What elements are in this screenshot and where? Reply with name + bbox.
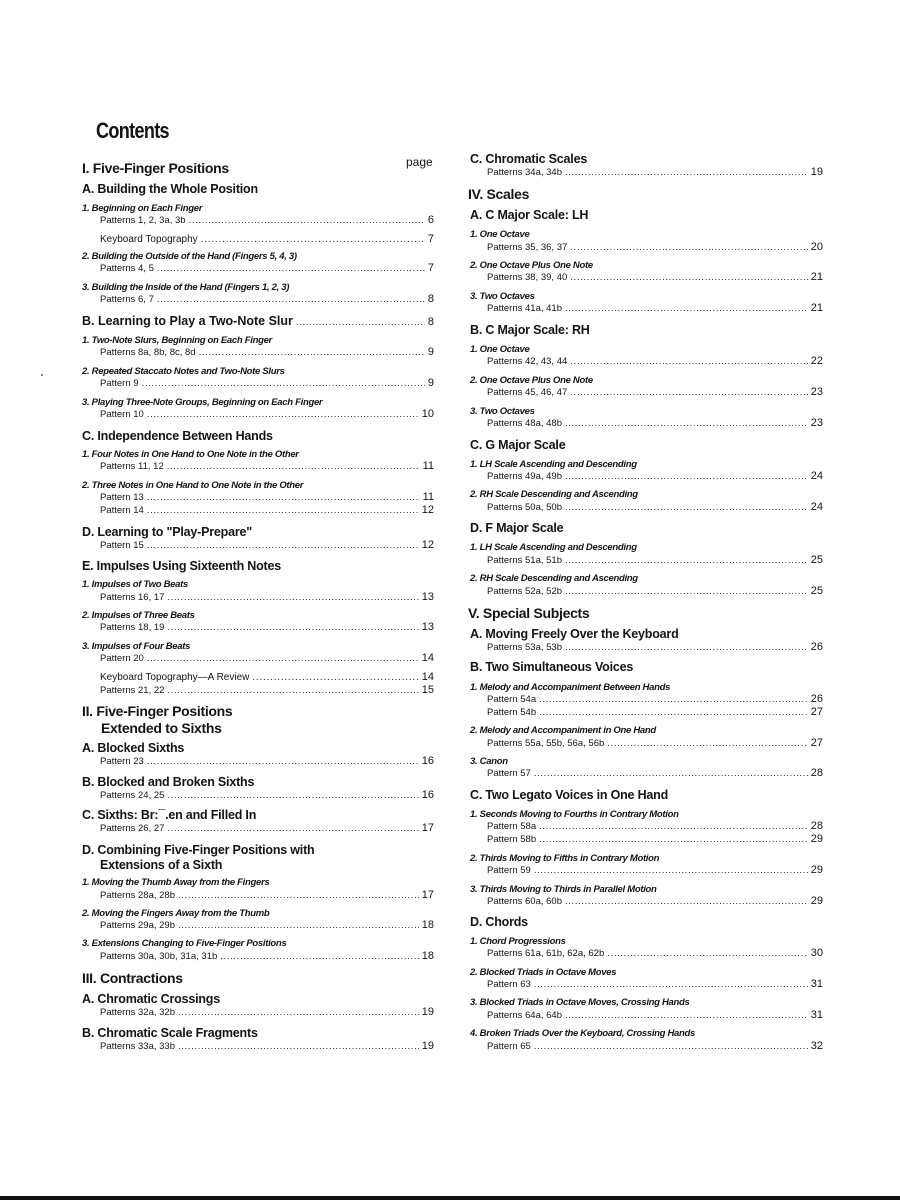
part-heading-2: II. Five-Finger Positions xyxy=(82,703,233,719)
section-heading: E. Impulses Using Sixteenth Notes xyxy=(82,559,282,573)
section-heading: D. Chords xyxy=(470,915,528,929)
part-heading-4: IV. Scales xyxy=(468,186,530,202)
leader-dots xyxy=(201,234,425,245)
toc-entry[interactable] xyxy=(487,738,823,749)
toc-entry[interactable] xyxy=(487,642,823,653)
entry-page: 29 xyxy=(810,833,823,845)
entry-page: 14 xyxy=(421,671,434,683)
leader-dots xyxy=(539,694,808,705)
entry-label: Patterns 64a, 64b xyxy=(487,1010,562,1021)
toc-entry[interactable] xyxy=(487,896,823,907)
leader-dots xyxy=(570,356,807,367)
entry-label: Pattern 10 xyxy=(100,409,144,420)
entry-label: Pattern 65 xyxy=(487,1041,531,1052)
subsection-heading: 3. Extensions Changing to Five-Finger Positions xyxy=(82,938,287,949)
entry-label: Patterns 8a, 8b, 8c, 8d xyxy=(100,347,196,358)
toc-entry[interactable] xyxy=(487,167,823,178)
subsection-heading: 1. Two-Note Slurs, Beginning on Each Finger xyxy=(82,335,272,346)
toc-entry[interactable] xyxy=(487,821,823,832)
entry-label: Patterns 11, 12 xyxy=(100,461,164,472)
entry-page: 19 xyxy=(421,1006,434,1018)
entry-label: Patterns 30a, 30b, 31a, 31b xyxy=(100,951,218,962)
entry-page: 26 xyxy=(810,693,823,705)
leader-dots xyxy=(565,1010,808,1021)
subsection-heading: 2. One Octave Plus One Note xyxy=(470,375,593,386)
toc-entry[interactable] xyxy=(487,979,823,990)
toc-entry[interactable] xyxy=(487,1010,823,1021)
subsection-heading: 1. One Octave xyxy=(470,229,530,240)
leader-dots xyxy=(167,622,418,633)
leader-dots xyxy=(167,685,418,696)
part-heading-3: III. Contractions xyxy=(82,970,183,986)
entry-page: 29 xyxy=(810,864,823,876)
leader-dots xyxy=(534,768,808,779)
section-entry[interactable] xyxy=(82,314,434,330)
entry-label: Patterns 29a, 29b xyxy=(100,920,175,931)
toc-entry[interactable] xyxy=(487,948,823,959)
leader-dots xyxy=(167,592,418,603)
entry-label: Patterns 61a, 61b, 62a, 62b xyxy=(487,948,605,959)
entry-page: 12 xyxy=(421,539,434,551)
toc-entry[interactable] xyxy=(100,1007,434,1018)
entry-label: Patterns 28a, 28b xyxy=(100,890,175,901)
entry-page: 32 xyxy=(810,1040,823,1052)
toc-entry[interactable] xyxy=(487,768,823,779)
leader-dots xyxy=(534,865,808,876)
toc-entry[interactable] xyxy=(487,303,823,314)
entry-page: 19 xyxy=(810,166,823,178)
page-column-label: page xyxy=(406,155,433,169)
subsection-heading: 1. Four Notes in One Hand to One Note in the Other xyxy=(82,449,299,460)
toc-entry[interactable] xyxy=(487,707,823,718)
leader-dots xyxy=(147,505,419,516)
toc-entry[interactable] xyxy=(487,471,823,482)
entry-page: 29 xyxy=(810,895,823,907)
entry-label: Patterns 4, 5 xyxy=(100,263,154,274)
toc-entry[interactable] xyxy=(100,823,434,834)
entry-label: Pattern 23 xyxy=(100,756,144,767)
entry-label: Patterns 6, 7 xyxy=(100,294,154,305)
entry-page: 9 xyxy=(427,377,434,389)
toc-entry[interactable] xyxy=(100,653,434,664)
entry-label: Pattern 9 xyxy=(100,378,139,389)
entry-page: 22 xyxy=(810,355,823,367)
subsection-heading: 2. Impulses of Three Beats xyxy=(82,610,195,621)
section-heading: A. C Major Scale: LH xyxy=(470,208,589,222)
leader-dots xyxy=(565,586,808,597)
entry-label: Patterns 26, 27 xyxy=(100,823,165,834)
subsection-heading: 3. Impulses of Four Beats xyxy=(82,641,191,652)
entry-label: Pattern 13 xyxy=(100,492,144,503)
entry-page: 7 xyxy=(427,233,434,245)
entry-page: 24 xyxy=(810,470,823,482)
toc-entry[interactable] xyxy=(100,378,434,389)
part-heading-1: I. Five-Finger Positions xyxy=(82,160,229,176)
entry-page: 18 xyxy=(421,919,434,931)
entry-page: 30 xyxy=(810,947,823,959)
subsection-heading: 2. One Octave Plus One Note xyxy=(470,260,593,271)
entry-page: 13 xyxy=(421,621,434,633)
entry-label: Pattern 14 xyxy=(100,505,144,516)
toc-entry[interactable] xyxy=(100,685,434,696)
section-heading: A. Moving Freely Over the Keyboard xyxy=(470,627,679,641)
page-title: Contents xyxy=(96,118,169,143)
toc-entry[interactable] xyxy=(100,920,434,931)
toc-entry[interactable] xyxy=(487,502,823,513)
toc-entry[interactable] xyxy=(100,347,434,358)
section-heading: A. Chromatic Crossings xyxy=(82,992,220,1006)
entry-label: Patterns 41a, 41b xyxy=(487,303,562,314)
section-heading: B. Two Simultaneous Voices xyxy=(470,660,634,674)
leader-dots xyxy=(178,920,419,931)
entry-page: 9 xyxy=(427,346,434,358)
leader-dots xyxy=(565,502,808,513)
leader-dots xyxy=(565,167,808,178)
toc-entry[interactable] xyxy=(100,215,434,226)
leader-dots xyxy=(534,979,808,990)
subsection-heading: 1. Beginning on Each Finger xyxy=(82,203,203,214)
section-heading: B. Chromatic Scale Fragments xyxy=(82,1026,258,1040)
section-heading: B. C Major Scale: RH xyxy=(470,323,590,337)
leader-dots xyxy=(147,409,419,420)
entry-label: Patterns 32a, 32b xyxy=(100,1007,175,1018)
toc-entry[interactable] xyxy=(487,272,823,283)
leader-dots xyxy=(157,263,425,274)
entry-label: Patterns 45, 46, 47 xyxy=(487,387,568,398)
section-heading: D. Learning to "Play-Prepare" xyxy=(82,525,252,539)
entry-page: 16 xyxy=(421,755,434,767)
entry-label: Patterns 24, 25 xyxy=(100,790,165,801)
leader-dots xyxy=(539,834,808,845)
toc-entry[interactable] xyxy=(100,592,434,603)
subsection-heading: 2. RH Scale Descending and Ascending xyxy=(470,573,638,584)
subsection-heading: 3. Blocked Triads in Octave Moves, Crossing Hands xyxy=(470,997,690,1008)
leader-dots xyxy=(607,738,807,749)
leader-dots xyxy=(147,653,419,664)
entry-label: Keyboard Topography xyxy=(100,234,198,245)
toc-entry[interactable] xyxy=(487,555,823,566)
section-heading: C. Sixths: Br:¯.en and Filled In xyxy=(82,808,257,822)
toc-entry[interactable] xyxy=(100,409,434,420)
page-bottom-edge xyxy=(0,1196,900,1200)
entry-label: Patterns 60a, 60b xyxy=(487,896,562,907)
entry-page: 15 xyxy=(421,684,434,696)
toc-entry[interactable] xyxy=(487,1041,823,1052)
leader-dots xyxy=(565,471,808,482)
entry-label: Pattern 54a xyxy=(487,694,537,705)
subsection-heading: 3. Playing Three-Note Groups, Beginning on Each Finger xyxy=(82,397,323,408)
toc-entry[interactable] xyxy=(100,890,434,901)
leader-dots xyxy=(199,347,425,358)
toc-entry[interactable] xyxy=(487,865,823,876)
entry-page: 11 xyxy=(422,491,434,503)
subsection-heading: 1. Impulses of Two Beats xyxy=(82,579,188,590)
section-heading: D. Combining Five-Finger Positions with xyxy=(82,843,315,857)
entry-label: Patterns 55a, 55b, 56a, 56b xyxy=(487,738,605,749)
entry-page: 19 xyxy=(421,1040,434,1052)
section-heading: C. Two Legato Voices in One Hand xyxy=(470,788,669,802)
subsection-heading: 3. Two Octaves xyxy=(470,406,535,417)
toc-entry[interactable] xyxy=(100,622,434,633)
entry-label: Patterns 48a, 48b xyxy=(487,418,562,429)
section-heading: D. F Major Scale xyxy=(470,521,564,535)
subsection-heading: 1. Moving the Thumb Away from the Fingers xyxy=(82,877,270,888)
entry-page: 20 xyxy=(810,241,823,253)
part-heading-5: V. Special Subjects xyxy=(468,605,590,621)
subsection-heading: 2. Moving the Fingers Away from the Thumb xyxy=(82,908,270,919)
entry-page: 26 xyxy=(810,641,823,653)
toc-entry[interactable] xyxy=(487,834,823,845)
entry-page: 10 xyxy=(421,408,434,420)
entry-page: 14 xyxy=(421,652,434,664)
entry-label: Patterns 34a, 34b xyxy=(487,167,562,178)
subsection-heading: 1. Seconds Moving to Fourths in Contrary Motion xyxy=(470,809,679,820)
entry-label: Keyboard Topography—A Review xyxy=(100,672,250,683)
entry-page: 24 xyxy=(810,501,823,513)
toc-entry[interactable] xyxy=(100,756,434,767)
subsection-heading: 1. One Octave xyxy=(470,344,530,355)
entry-page: 25 xyxy=(810,554,823,566)
entry-label: Patterns 51a, 51b xyxy=(487,555,562,566)
subsection-heading: 2. Building the Outside of the Hand (Fingers 5, 4, 3) xyxy=(82,251,297,262)
leader-dots xyxy=(167,823,418,834)
subsection-heading: 2. RH Scale Descending and Ascending xyxy=(470,489,638,500)
entry-label: Pattern 57 xyxy=(487,768,531,779)
subsection-heading: 2. Thirds Moving to Fifths in Contrary Motion xyxy=(470,853,660,864)
entry-page: 12 xyxy=(421,504,434,516)
entry-label: Patterns 33a, 33b xyxy=(100,1041,175,1052)
entry-label: Pattern 20 xyxy=(100,653,144,664)
entry-label: Pattern 54b xyxy=(487,707,537,718)
subsection-heading: 2. Repeated Staccato Notes and Two-Note Slurs xyxy=(82,366,285,377)
subsection-heading: 1. Chord Progressions xyxy=(470,936,566,947)
entry-label: Patterns 21, 22 xyxy=(100,685,165,696)
leader-dots xyxy=(167,461,420,472)
entry-page: 8 xyxy=(427,293,434,305)
leader-dots xyxy=(565,418,808,429)
leader-dots xyxy=(565,555,808,566)
leader-dots xyxy=(147,492,420,503)
entry-page: 21 xyxy=(810,271,823,283)
entry-page: 23 xyxy=(810,417,823,429)
entry-label: Patterns 1, 2, 3a, 3b xyxy=(100,215,186,226)
toc-entry[interactable] xyxy=(100,951,434,962)
leader-dots xyxy=(570,272,807,283)
leader-dots xyxy=(178,890,419,901)
leader-dots xyxy=(539,821,808,832)
leader-dots xyxy=(157,294,425,305)
leader-dots xyxy=(565,896,808,907)
toc-entry[interactable] xyxy=(100,492,434,503)
toc-entry[interactable] xyxy=(100,505,434,516)
section-heading: A. Blocked Sixths xyxy=(82,741,185,755)
toc-entry[interactable] xyxy=(100,234,434,245)
leader-dots xyxy=(178,1041,419,1052)
entry-page: 28 xyxy=(810,767,823,779)
section-heading: A. Building the Whole Position xyxy=(82,182,258,196)
subsection-heading: 1. LH Scale Ascending and Descending xyxy=(470,459,637,470)
leader-dots xyxy=(296,316,425,330)
toc-entry[interactable] xyxy=(100,540,434,551)
entry-label: Pattern 63 xyxy=(487,979,531,990)
entry-page: 28 xyxy=(810,820,823,832)
entry-page: 16 xyxy=(421,789,434,801)
section-heading: B. Blocked and Broken Sixths xyxy=(82,775,255,789)
leader-dots xyxy=(607,948,807,959)
toc-entry[interactable] xyxy=(487,387,823,398)
entry-page: 17 xyxy=(421,822,434,834)
entry-label: Patterns 50a, 50b xyxy=(487,502,562,513)
toc-entry[interactable] xyxy=(487,418,823,429)
leader-dots xyxy=(570,242,807,253)
entry-label: Pattern 58b xyxy=(487,834,537,845)
subsection-heading: 2. Blocked Triads in Octave Moves xyxy=(470,967,617,978)
entry-page: 11 xyxy=(422,460,434,472)
subsection-heading: 1. Melody and Accompaniment Between Hands xyxy=(470,682,671,693)
section-heading: C. Independence Between Hands xyxy=(82,429,273,443)
toc-entry[interactable] xyxy=(487,586,823,597)
section-heading: B. Learning to Play a Two-Note Slur xyxy=(82,314,293,328)
subsection-heading: 3. Two Octaves xyxy=(470,291,535,302)
entry-page: 17 xyxy=(421,889,434,901)
toc-entry[interactable] xyxy=(487,694,823,705)
subsection-heading: 2. Three Notes in One Hand to One Note in the Other xyxy=(82,480,304,491)
entry-label: Patterns 35, 36, 37 xyxy=(487,242,568,253)
subsection-heading: 4. Broken Triads Over the Keyboard, Crossing Hands xyxy=(470,1028,696,1039)
toc-entry[interactable] xyxy=(487,242,823,253)
section-heading: C. G Major Scale xyxy=(470,438,566,452)
toc-entry[interactable] xyxy=(100,294,434,305)
leader-dots xyxy=(147,540,419,551)
entry-label: Patterns 42, 43, 44 xyxy=(487,356,568,367)
subsection-heading: 2. Melody and Accompaniment in One Hand xyxy=(470,725,656,736)
entry-page: 13 xyxy=(421,591,434,603)
entry-page: 31 xyxy=(810,978,823,990)
leader-dots xyxy=(178,1007,419,1018)
entry-label: Patterns 16, 17 xyxy=(100,592,165,603)
leader-dots xyxy=(189,215,425,226)
entry-label: Pattern 15 xyxy=(100,540,144,551)
entry-page: 23 xyxy=(810,386,823,398)
entry-page: 7 xyxy=(427,262,434,274)
entry-page: 27 xyxy=(810,706,823,718)
toc-entry[interactable] xyxy=(100,461,434,472)
subsection-heading: 1. LH Scale Ascending and Descending xyxy=(470,542,637,553)
section-heading-continued: Extensions of a Sixth xyxy=(100,858,223,872)
subsection-heading: 3. Thirds Moving to Thirds in Parallel Motion xyxy=(470,884,657,895)
entry-page: 27 xyxy=(810,737,823,749)
subsection-heading: 3. Canon xyxy=(470,756,508,767)
toc-entry[interactable] xyxy=(100,263,434,274)
leader-dots xyxy=(570,387,807,398)
entry-page: 8 xyxy=(427,316,434,328)
entry-label: Patterns 49a, 49b xyxy=(487,471,562,482)
entry-label: Patterns 52a, 52b xyxy=(487,586,562,597)
toc-entry[interactable] xyxy=(100,672,434,683)
leader-dots xyxy=(252,672,418,683)
section-heading: C. Chromatic Scales xyxy=(470,152,588,166)
entry-page: 6 xyxy=(427,214,434,226)
entry-page: 31 xyxy=(810,1009,823,1021)
subsection-heading: 3. Building the Inside of the Hand (Fingers 1, 2, 3) xyxy=(82,282,290,293)
entry-page: 25 xyxy=(810,585,823,597)
leader-dots xyxy=(565,642,808,653)
leader-dots xyxy=(220,951,418,962)
entry-label: Patterns 18, 19 xyxy=(100,622,165,633)
leader-dots xyxy=(147,756,419,767)
leader-dots xyxy=(539,707,808,718)
toc-entry[interactable] xyxy=(100,1041,434,1052)
entry-label: Patterns 38, 39, 40 xyxy=(487,272,568,283)
entry-page: 21 xyxy=(810,302,823,314)
entry-page: 18 xyxy=(421,950,434,962)
entry-label: Patterns 53a, 53b xyxy=(487,642,562,653)
leader-dots xyxy=(534,1041,808,1052)
part-heading-2-continued: Extended to Sixths xyxy=(101,720,222,736)
scan-speck xyxy=(41,374,43,376)
leader-dots xyxy=(167,790,418,801)
toc-entry[interactable] xyxy=(487,356,823,367)
leader-dots xyxy=(142,378,425,389)
entry-label: Pattern 59 xyxy=(487,865,531,876)
toc-entry[interactable] xyxy=(100,790,434,801)
leader-dots xyxy=(565,303,808,314)
entry-label: Pattern 58a xyxy=(487,821,537,832)
